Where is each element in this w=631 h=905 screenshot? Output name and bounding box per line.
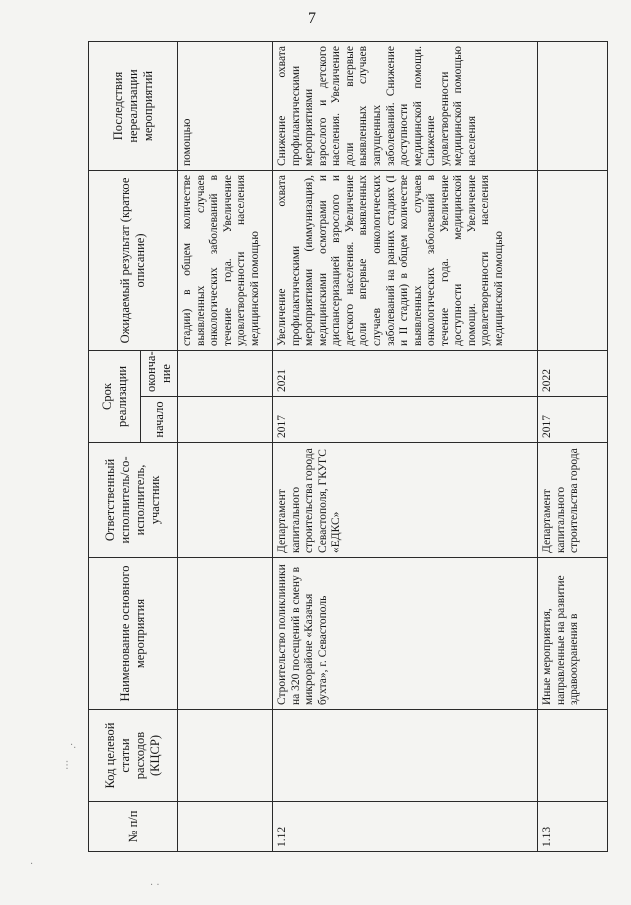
cell-result: Увеличение охвата профилактическими мероприятиями (иммунизация), медицинскими осмотрами и диспансеризацией взрослого и детского населения. Увеличение доли впервые выявленных случаев онкологических заболеваний на ранних стадиях (I и II стадии) в общем количестве выявленных случаев онкологических заболеваний в течение года. Увеличение доступности медицинской помощи. Увеличение удовлетворенности населения медицинской помощью xyxy=(273,170,538,350)
header-result: Ожидаемый результат (краткое описание) xyxy=(89,170,178,350)
header-kcsr: Код целевой статьи расходов (КЦСР) xyxy=(89,710,178,802)
cell-name: Иные мероприятия, направленные на развитие здравоохранения в xyxy=(538,558,608,710)
scan-speck: · · xyxy=(150,880,160,891)
cell-kcsr xyxy=(273,710,538,802)
cell-num: 1.12 xyxy=(273,802,538,852)
table-row xyxy=(178,41,273,851)
cell-num xyxy=(178,802,273,852)
cell-end xyxy=(178,350,273,396)
cell-result xyxy=(538,170,608,350)
cell-consequences xyxy=(538,41,608,170)
header-responsible: Ответственный исполнитель/со-исполнитель, участник xyxy=(89,443,178,558)
page-number: 7 xyxy=(308,10,316,27)
header-end: оконча-ние xyxy=(141,350,178,396)
cell-start: 2017 xyxy=(538,397,608,443)
cell-kcsr xyxy=(178,710,273,802)
cell-name: Строительство поликлиники на 320 посещений в смену в микрорайоне «Казачья бухта», г. Севастополь xyxy=(273,558,538,710)
events-table xyxy=(88,41,608,852)
header-num: № п/п xyxy=(89,802,178,852)
cell-responsible: Департамент капитального строительства города xyxy=(538,443,608,558)
cell-responsible: Департамент капитального строительства города Севастополя, ГКУГС «ЕДКС» xyxy=(273,443,538,558)
header-period: Срок реализации xyxy=(89,350,141,442)
cell-consequences: Снижение охвата профилактическими мероприятиями взрослого и детского населения. Увеличение доли впервые выявленных случаев запущенных заболеваний. Снижение доступности медицинской помощи. Снижение удовлетворенности медицинской помощью населения xyxy=(273,41,538,170)
cell-name xyxy=(178,558,273,710)
scan-speck: . xyxy=(30,856,34,867)
cell-responsible xyxy=(178,443,273,558)
rotated-table-area xyxy=(88,42,608,852)
header-start: начало xyxy=(141,397,178,443)
scan-speck: ⋮ xyxy=(62,760,72,771)
cell-consequences: помощью xyxy=(178,41,273,170)
cell-start: 2017 xyxy=(273,397,538,443)
cell-end: 2021 xyxy=(273,350,538,396)
cell-num: 1.13 xyxy=(538,802,608,852)
scan-speck: ·. xyxy=(70,740,77,751)
table-header-row xyxy=(89,41,141,851)
cell-end: 2022 xyxy=(538,350,608,396)
header-name: Наименование основного мероприятия xyxy=(89,558,178,710)
cell-kcsr xyxy=(538,710,608,802)
table-row xyxy=(538,41,608,851)
cell-start xyxy=(178,397,273,443)
header-consequences: Последствия нереализации мероприятий xyxy=(89,41,178,170)
table-row xyxy=(273,41,538,851)
cell-result: стадии) в общем количестве выявленных случаев онкологических заболеваний в течение года. Увеличение удовлетворенности населения медицинской помощью xyxy=(178,170,273,350)
